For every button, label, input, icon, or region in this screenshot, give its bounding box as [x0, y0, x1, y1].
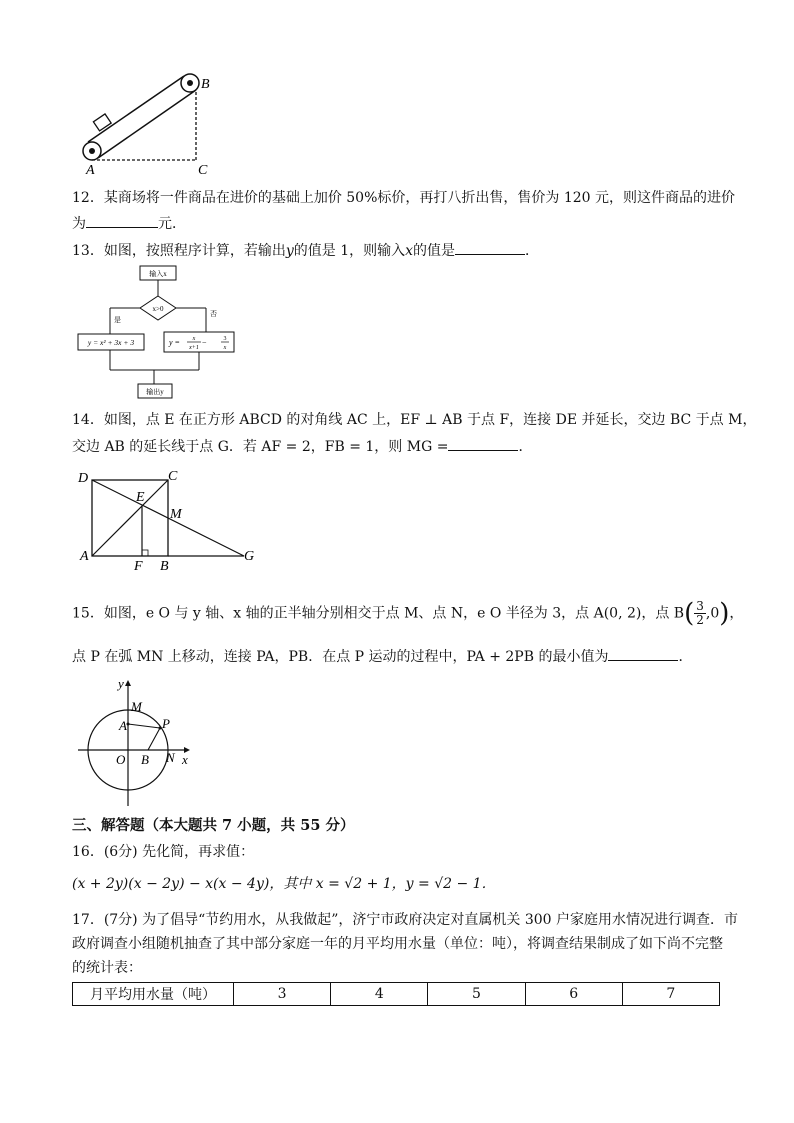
label-O: O [116, 752, 126, 767]
q13-text-a: 13．如图，按照程序计算，若输出 [72, 243, 286, 259]
question-14-line1: 14．如图，点 E 在正方形 ABCD 的对角线 AC 上，EF ⊥ AB 于点 F，连接 DE 并延长，交边 BC 于点 M， [72, 412, 757, 428]
answer-blank [86, 213, 158, 228]
table-cell: 3 [234, 983, 331, 1006]
flow-frac2-den: x [223, 345, 227, 351]
label-F: F [134, 559, 143, 574]
question-15-line1: 15．如图，e O 与 y 轴、x 轴的正半轴分别相交于点 M、点 N，e O 半径为 3，点 A(0, 2)，点 B( $\frac{3}{2}$ ,0)， [72, 598, 744, 629]
flow-yes: 是 [114, 316, 121, 324]
label-D: D [78, 471, 89, 486]
square-figure [76, 468, 266, 574]
flow-right-formula-pre: y = [169, 338, 180, 347]
q14-end: ． [518, 439, 533, 455]
table-cell: 6 [525, 983, 622, 1006]
label-G: G [244, 549, 255, 564]
flow-frac1-num: x [192, 336, 196, 342]
q15-frac-num: 3 [696, 599, 704, 613]
table-header-cell: 月平均用水量（吨） [73, 983, 234, 1006]
flow-input: 输入x [149, 270, 167, 278]
label-A: A [86, 163, 95, 176]
label-A: A [80, 549, 89, 564]
question-13 [72, 240, 539, 261]
answer-blank [448, 436, 518, 451]
q12-prefix: 为 [72, 216, 86, 232]
circle-figure [74, 674, 204, 810]
question-14-line2 [72, 436, 532, 457]
label-M: M [170, 507, 182, 522]
table-row [73, 983, 720, 1006]
q14-text: 交边 AB 的延长线于点 G．若 AF = 2，FB = 1，则 MG = [72, 439, 449, 455]
table-cell: 4 [331, 983, 428, 1006]
flow-frac2-num: 3 [223, 336, 227, 342]
answer-blank [608, 646, 678, 661]
section-heading: 三、解答题（本大题共 7 小题，共 55 分） [72, 817, 355, 834]
q13-text-c: 的值是 [413, 243, 456, 259]
conveyor-figure [78, 70, 228, 176]
table-cell: 5 [428, 983, 525, 1006]
flow-condition: x>0 [152, 305, 164, 313]
flow-frac1-den: x+1 [189, 345, 199, 351]
answer-blank [455, 240, 525, 255]
flow-minus: − [202, 338, 207, 347]
question-17-line3: 的统计表： [72, 960, 142, 976]
question-16-line1: 16．(6分) 先化简，再求值： [72, 844, 255, 860]
question-12-line2 [72, 213, 186, 234]
q15-end2: ． [678, 649, 693, 665]
q15-frac-post: ,0 [705, 605, 720, 622]
label-M: M [131, 699, 142, 714]
table-cell: 7 [622, 983, 719, 1006]
q13-end: ． [525, 243, 540, 259]
q15-text: 15．如图，e O 与 y 轴、x 轴的正半轴分别相交于点 M、点 N，e O 半径为 3，点 A(0, 2)，点 B [72, 605, 685, 622]
label-B: B [141, 752, 149, 767]
question-16-expression: (x + 2y)(x − 2y) − x(x − 4y)，其中 x = √2 + 1，y = √2 − 1． [72, 876, 496, 892]
q13-var-y: y [285, 243, 294, 259]
question-15-line2 [72, 646, 692, 667]
q15-text2: 点 P 在弧 MN 上移动，连接 PA，PB．在点 P 运动的过程中，PA + 2PB 的最小值为 [72, 649, 609, 665]
label-B: B [201, 77, 210, 92]
flow-left-formula: y = x² + 3x + 3 [87, 338, 135, 347]
label-C: C [168, 469, 178, 484]
flowchart-figure [76, 264, 246, 404]
question-17-line1: 17．(7分) 为了倡导“节约用水，从我做起”，济宁市政府决定对直属机关 300 户家庭用水情况进行调查．市 [72, 912, 739, 928]
q15-fraction [694, 600, 706, 627]
q13-var-x: x [405, 243, 414, 259]
label-y: y [118, 676, 124, 691]
label-A: A [119, 718, 127, 733]
label-P: P [162, 716, 170, 731]
q13-text-b: 的值是 1，则输入 [293, 243, 406, 259]
question-17-line2: 政府调查小组随机抽查了其中部分家庭一年的月平均用水量（单位：吨），将调查结果制成了如下尚不完整 [72, 936, 723, 952]
label-x: x [182, 752, 188, 767]
label-B: B [160, 559, 169, 574]
flow-no: 否 [210, 310, 217, 318]
label-N: N [166, 750, 175, 765]
label-E: E [136, 490, 145, 505]
water-usage-table [72, 982, 720, 1006]
label-C: C [198, 163, 208, 176]
flow-output: 输出y [146, 388, 164, 396]
q12-suffix: 元． [158, 216, 186, 232]
question-12-line1: 12．某商场将一件商品在进价的基础上加价 50%标价，再打八折出售，售价为 120 元，则这件商品的进价 [72, 190, 736, 206]
q15-frac-den: 2 [696, 613, 704, 627]
q15-end1: ， [729, 605, 744, 622]
